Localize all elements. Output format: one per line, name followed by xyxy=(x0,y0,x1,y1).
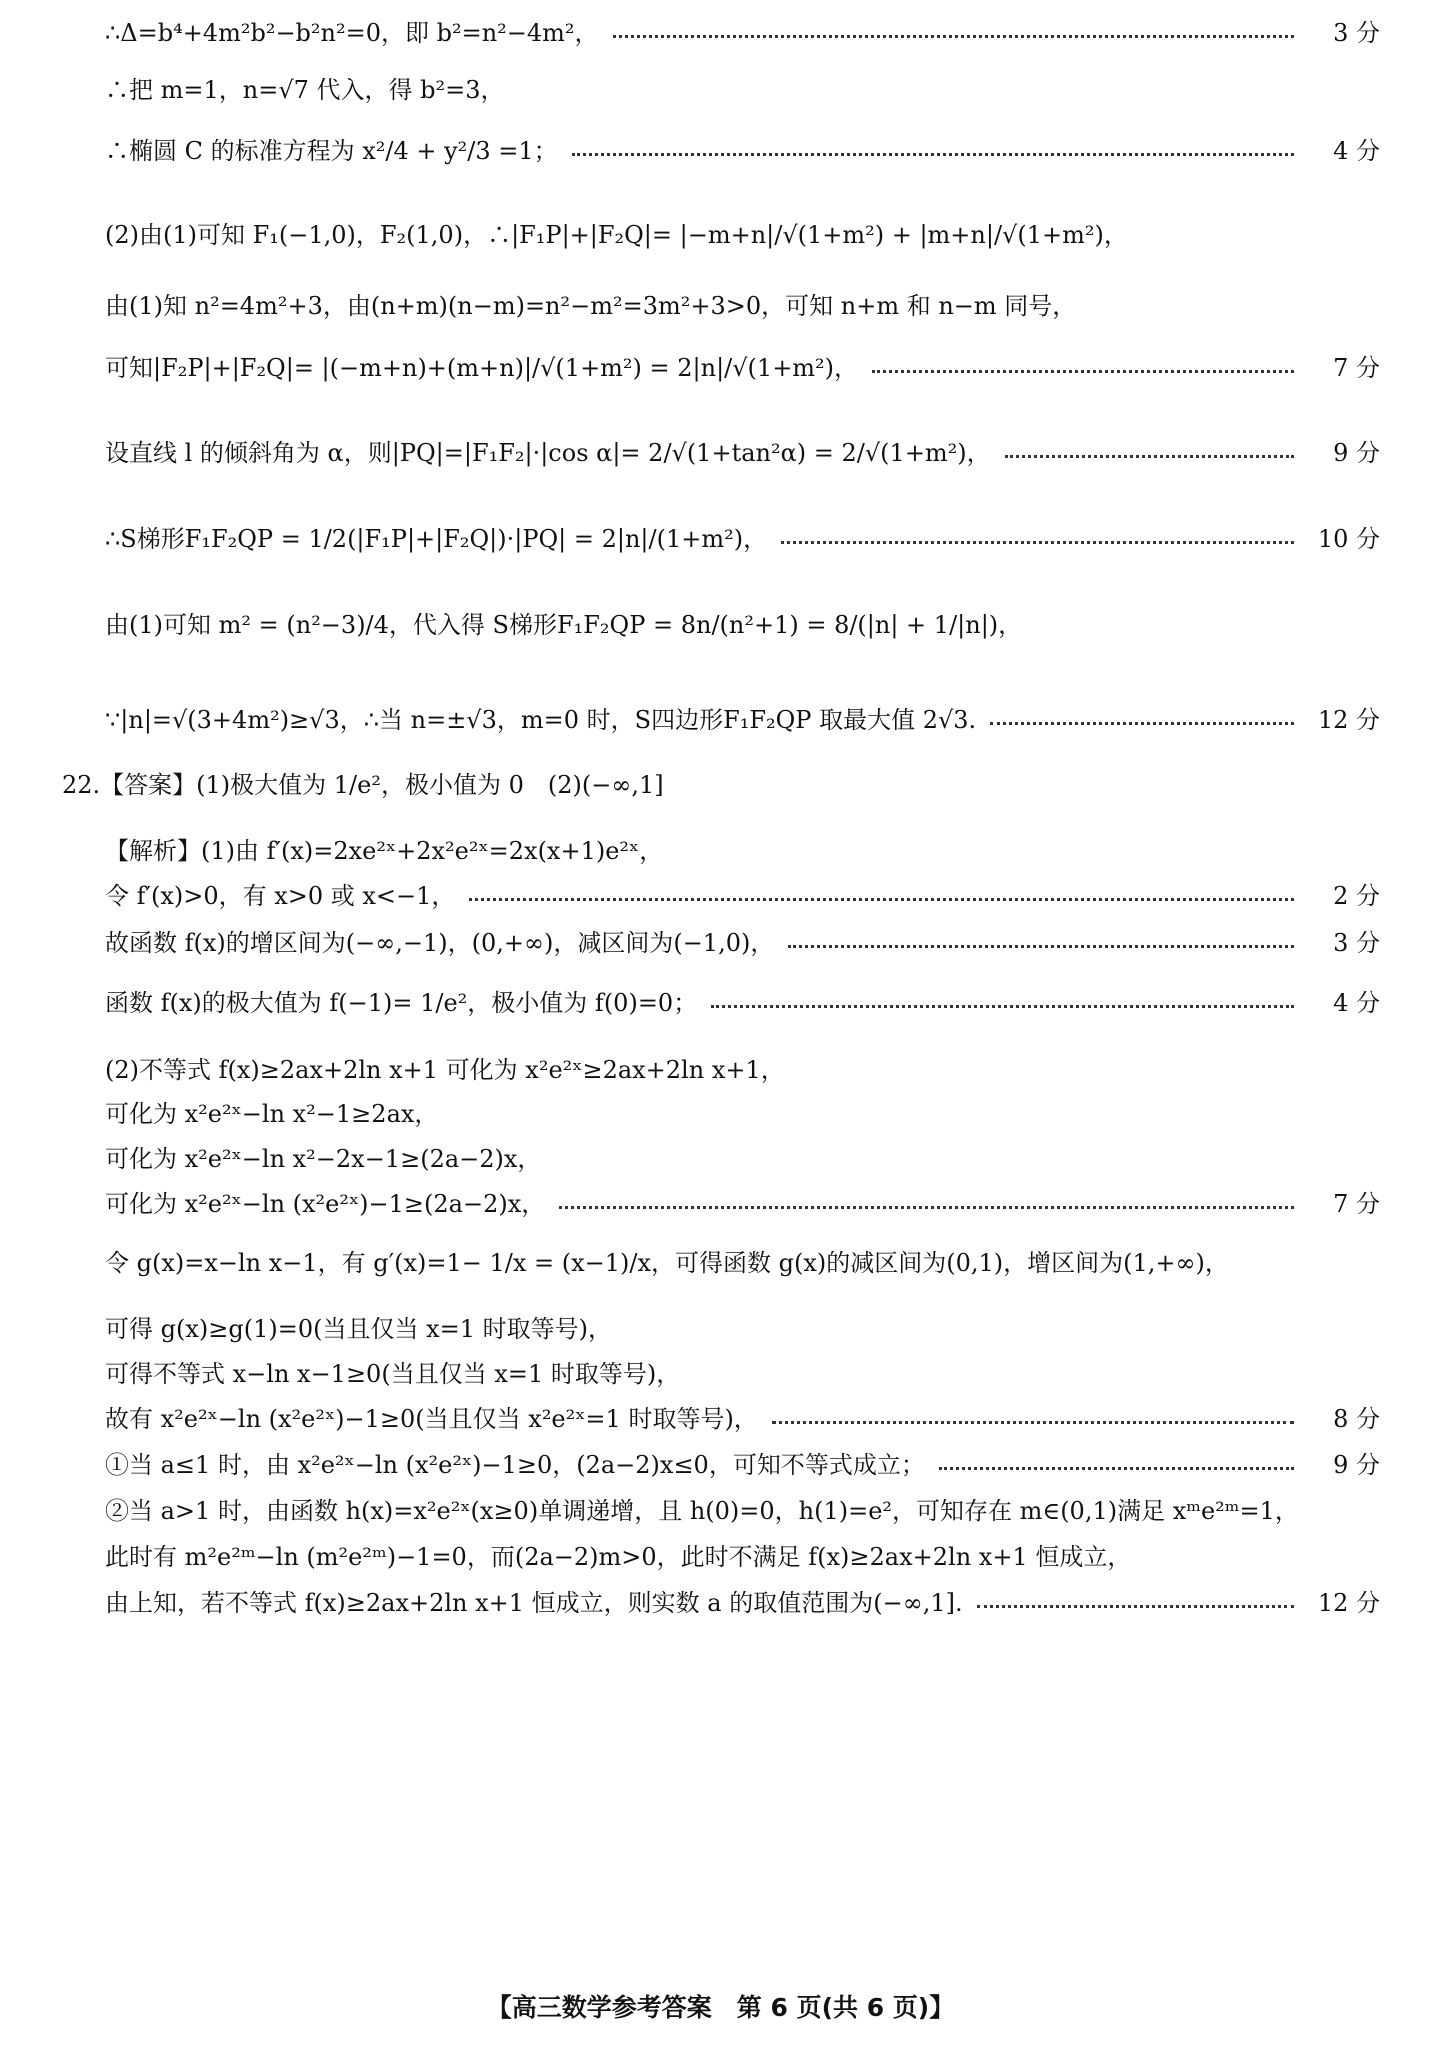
score-label: 9 分 xyxy=(1333,438,1380,467)
dot-leader xyxy=(613,35,1294,38)
solution-line xyxy=(105,1398,1380,1434)
line-text: 故有 x²e²ˣ−ln (x²e²ˣ)−1≥0(当且仅当 x²e²ˣ=1 时取等号)， xyxy=(105,1404,758,1433)
solution-line xyxy=(105,1490,1380,1526)
solution-line xyxy=(105,1183,1380,1219)
solution-line xyxy=(105,980,1380,1020)
line-text: ∵|n|=√(3+4m²)≥√3，∴当 n=±√3，m=0 时，S四边形F₁F₂QP 取最大值 2√3. xyxy=(105,705,977,734)
dot-leader xyxy=(990,722,1294,725)
line-text: 可知|F₂P|+|F₂Q|= |(−m+n)+(m+n)|/√(1+m²) = 2|n|/√(1+m²)， xyxy=(105,353,859,382)
solution-line xyxy=(105,12,1380,48)
line-text: 此时有 m²e²ᵐ−ln (m²e²ᵐ)−1=0，而(2a−2)m>0，此时不满足 f(x)≥2ax+2ln x+1 恒成立， xyxy=(105,1542,1132,1571)
solution-line xyxy=(105,1444,1380,1480)
solution-line xyxy=(105,1353,1380,1389)
dot-leader xyxy=(572,153,1294,156)
line-text: ①当 a≤1 时，由 x²e²ˣ−ln (x²e²ˣ)−1≥0，(2a−2)x≤0，可知不等式成立； xyxy=(105,1450,925,1479)
solution-line xyxy=(105,128,1380,168)
line-text: 【解析】(1)由 f′(x)=2xe²ˣ+2x²e²ˣ=2x(x+1)e²ˣ， xyxy=(105,836,664,865)
score-label: 12 分 xyxy=(1317,705,1380,734)
line-text: 可化为 x²e²ˣ−ln x²−1≥2ax， xyxy=(105,1099,439,1128)
solution-line xyxy=(105,1582,1380,1618)
solution-line xyxy=(105,602,1380,642)
line-text: 由(1)可知 m² = (n²−3)/4，代入得 S梯形F₁F₂QP = 8n/(n²+1) = 8/(|n| + 1/|n|)， xyxy=(105,610,1023,639)
solution-line xyxy=(105,1536,1380,1572)
score-label: 4 分 xyxy=(1333,136,1380,165)
score-label: 2 分 xyxy=(1333,881,1380,910)
dot-leader xyxy=(939,1467,1294,1470)
dot-leader xyxy=(872,370,1294,373)
page-footer: 【高三数学参考答案 第 6 页(共 6 页)】 xyxy=(486,1993,955,2022)
solution-line xyxy=(105,1093,1380,1129)
score-label: 7 分 xyxy=(1333,1189,1380,1218)
solution-line xyxy=(105,1308,1380,1344)
dot-leader xyxy=(781,541,1294,544)
line-text: 函数 f(x)的极大值为 f(−1)= 1/e²，极小值为 f(0)=0； xyxy=(105,988,698,1017)
solution-line xyxy=(105,430,1380,470)
solution-line xyxy=(105,830,1380,866)
line-text: 可化为 x²e²ˣ−ln (x²e²ˣ)−1≥(2a−2)x， xyxy=(105,1189,546,1218)
line-text: 设直线 l 的倾斜角为 α，则|PQ|=|F₁F₂|·|cos α|= 2/√(1+tan²α) = 2/√(1+m²)， xyxy=(105,438,991,467)
line-text: 可化为 x²e²ˣ−ln x²−2x−1≥(2a−2)x， xyxy=(105,1144,542,1173)
solution-line xyxy=(105,1240,1380,1280)
line-text: ∴把 m=1，n=√7 代入，得 b²=3， xyxy=(105,75,505,104)
score-label: 3 分 xyxy=(1333,18,1380,47)
solution-line xyxy=(105,1138,1380,1174)
line-text: 令 g(x)=x−ln x−1，有 g′(x)=1− 1/x = (x−1)/x，可得函数 g(x)的减区间为(0,1)，增区间为(1,+∞)， xyxy=(105,1248,1229,1277)
line-text: ∴Δ=b⁴+4m²b²−b²n²=0，即 b²=n²−4m²， xyxy=(105,18,599,47)
solution-line xyxy=(105,69,1380,105)
dot-leader xyxy=(469,898,1294,901)
line-text: 由上知，若不等式 f(x)≥2ax+2ln x+1 恒成立，则实数 a 的取值范围为(−∞,1]. xyxy=(105,1588,963,1617)
solution-line xyxy=(105,875,1380,911)
score-label: 8 分 xyxy=(1333,1404,1380,1433)
line-text: (2)由(1)可知 F₁(−1,0)，F₂(1,0)，∴|F₁P|+|F₂Q|= |−m+n|/√(1+m²) + |m+n|/√(1+m²)， xyxy=(105,220,1128,249)
score-label: 10 分 xyxy=(1317,524,1380,553)
score-label: 3 分 xyxy=(1333,928,1380,957)
dot-leader xyxy=(977,1605,1294,1608)
line-text: 故函数 f(x)的增区间为(−∞,−1)，(0,+∞)，减区间为(−1,0)， xyxy=(105,928,775,957)
line-text: 可得 g(x)≥g(1)=0(当且仅当 x=1 时取等号)， xyxy=(105,1314,612,1343)
solution-line xyxy=(105,516,1380,556)
solution-line xyxy=(105,922,1380,958)
score-label: 4 分 xyxy=(1333,988,1380,1017)
dot-leader xyxy=(772,1421,1294,1424)
dot-leader xyxy=(559,1206,1294,1209)
solution-line xyxy=(105,212,1380,252)
dot-leader xyxy=(788,945,1294,948)
solution-line xyxy=(105,285,1380,321)
line-text: (2)不等式 f(x)≥2ax+2ln x+1 可化为 x²e²ˣ≥2ax+2ln x+1， xyxy=(105,1055,785,1084)
solution-line xyxy=(105,1049,1380,1085)
score-label: 12 分 xyxy=(1317,1588,1380,1617)
line-text: ∴S梯形F₁F₂QP = 1/2(|F₁P|+|F₂Q|)·|PQ| = 2|n|/(1+m²)， xyxy=(105,524,768,553)
line-text: 22.【答案】(1)极大值为 1/e²，极小值为 0 (2)(−∞,1] xyxy=(62,770,664,799)
solution-line xyxy=(105,345,1380,385)
question-header-line xyxy=(62,762,1337,802)
solution-line xyxy=(105,697,1380,737)
dot-leader xyxy=(1005,455,1294,458)
dot-leader xyxy=(711,1005,1294,1008)
score-label: 7 分 xyxy=(1333,353,1380,382)
score-label: 9 分 xyxy=(1333,1450,1380,1479)
line-text: 可得不等式 x−ln x−1≥0(当且仅当 x=1 时取等号)， xyxy=(105,1359,681,1388)
line-text: 令 f′(x)>0，有 x>0 或 x<−1， xyxy=(105,881,456,910)
line-text: ②当 a>1 时，由函数 h(x)=x²e²ˣ(x≥0)单调递增，且 h(0)=0，h(1)=e²，可知存在 m∈(0,1)满足 xᵐe²ᵐ=1， xyxy=(105,1496,1299,1525)
line-text: ∴椭圆 C 的标准方程为 x²/4 + y²/3 =1； xyxy=(105,136,558,165)
line-text: 由(1)知 n²=4m²+3，由(n+m)(n−m)=n²−m²=3m²+3>0，可知 n+m 和 n−m 同号， xyxy=(105,291,1077,320)
